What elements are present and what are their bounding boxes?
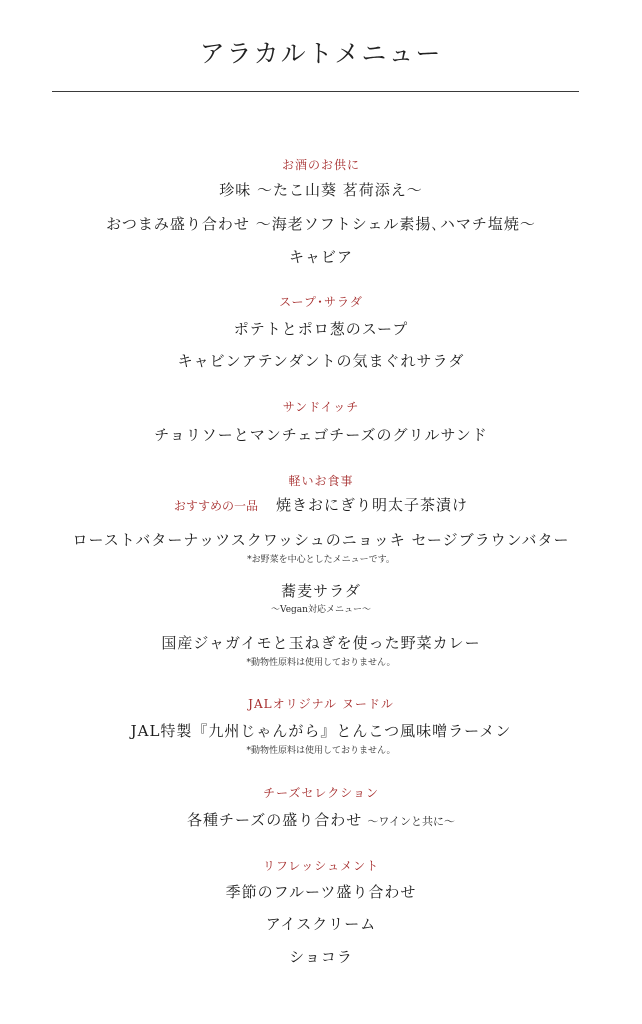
category-soup-label: スープ･サラダ (279, 295, 363, 309)
menu-item-soba-salad: 蕎麦サラダ (281, 582, 361, 600)
menu-item-cheese: 各種チーズの盛り合わせ (186, 811, 363, 829)
menu-item-ice-cream: アイスクリーム (265, 915, 377, 933)
curry-note: *動物性原料は使用しておりません。 (246, 658, 396, 668)
category-refreshment-label: リフレッシュメント (262, 859, 380, 873)
cheese-suffix: ～ワインと共に～ (367, 815, 456, 828)
menu-item-gnocchi: ローストバターナッツスクワッシュのニョッキ セージブラウンバター (72, 531, 570, 549)
menu-item-caviar: キャビア (288, 248, 353, 266)
ramen-note: *動物性原料は使用しておりません。 (246, 746, 396, 756)
cheese-row (0, 809, 642, 830)
menu-item-grill-sand: チョリソーとマンチェゴチーズのグリルサンド (154, 426, 488, 444)
menu-item-curry: 国産ジャガイモと玉ねぎを使った野菜カレー (161, 634, 481, 652)
menu-item-chocolat: ショコラ (289, 948, 353, 966)
recommend-label: おすすめの一品 (173, 499, 259, 513)
menu-item-salad: キャビンアテンダントの気まぐれサラダ (177, 352, 465, 370)
category-sake-label: お酒のお供に (281, 158, 360, 172)
page-title: アラカルトメニュー (199, 39, 443, 68)
menu-item-fruit: 季節のフルーツ盛り合わせ (225, 883, 417, 901)
gnocchi-note: *お野菜を中心としたメニューです。 (247, 555, 395, 565)
menu-item-chinmi: 珍味 ～たこ山葵 茗荷添え～ (219, 181, 423, 199)
title-divider (52, 91, 579, 92)
menu-item-otsumami: おつまみ盛り合わせ ～海老ソフトシェル素揚､ハマチ塩焼～ (106, 215, 536, 233)
soba-note: ～Vegan対応メニュー～ (271, 605, 371, 615)
category-sandwich-label: サンドイッチ (282, 400, 360, 414)
menu-item-ramen: JAL特製『九州じゃんがら』とんこつ風味噌ラーメン (130, 722, 512, 740)
category-cheese-label: チーズセレクション (263, 786, 379, 800)
menu-item-potato-soup: ポテトとポロ葱のスープ (233, 320, 409, 338)
category-noodle-label: JALオリジナル ヌードル (248, 697, 394, 711)
menu-item-onigiri: 焼きおにぎり明太子茶漬け (276, 496, 469, 514)
category-light-meal-label: 軽いお食事 (288, 474, 354, 488)
recommended-row (0, 494, 642, 515)
